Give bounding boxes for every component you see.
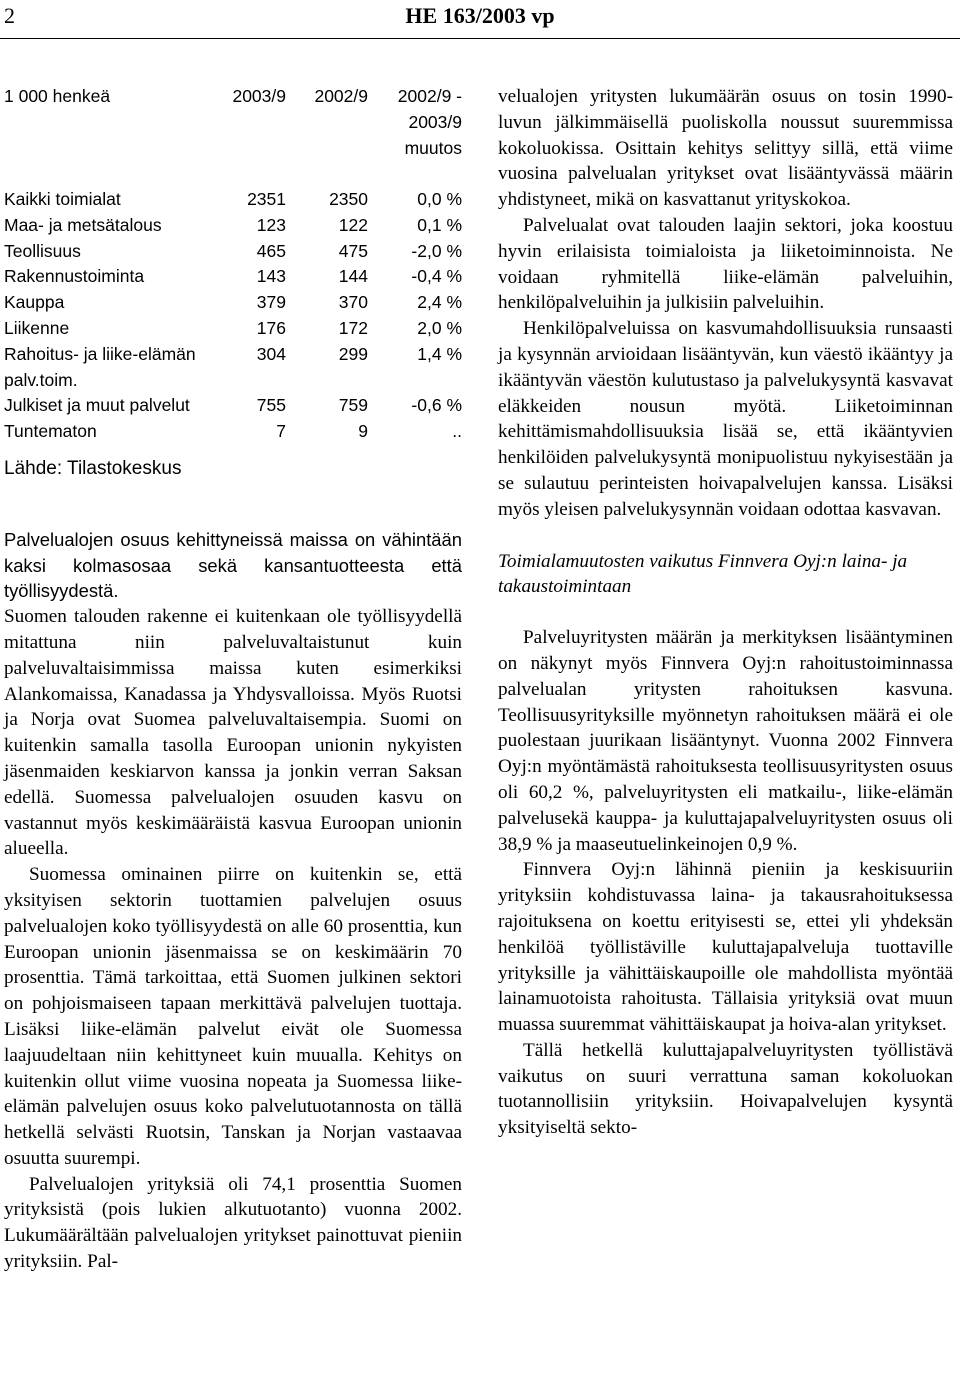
- row-change: -2,0 %: [411, 240, 462, 261]
- column-header-2002: 2002/9: [314, 86, 368, 106]
- row-name: Liikenne: [4, 317, 70, 338]
- row-name: Kauppa: [4, 292, 65, 313]
- row-change: 2,0 %: [417, 317, 462, 338]
- row-value-2002: 759: [338, 395, 368, 416]
- row-value-2003: 465: [256, 240, 286, 261]
- table-header-row: [4, 84, 462, 187]
- row-value-2003: 7: [276, 421, 286, 442]
- row-value-2003: 304: [256, 343, 286, 364]
- row-name: Rahoitus- ja liike-elämän palv.toim.: [4, 343, 196, 390]
- table-row: [4, 239, 462, 265]
- row-change: ..: [452, 421, 462, 442]
- body-paragraph: Suomessa ominainen piirre on kuitenkin se, että yksityisen sektorin tuottamien palvelujen osuus palvelualojen koko työllisyydestä on alle 60 prosenttia, kun Euroopan unionin jäsenmaissa se on keskimäärin 70 prosenttia. Tämä tarkoittaa, että Suomen julkinen sektori on pohjoismaiseen tapaan merkittävä palvelujen tuottaja. Lisäksi liike-elämän palvelut eivät ole Suomessa laajuudeltaan niin kehittyneet kuin muualla. Kehitys on kuitenkin ollut viime vuosina nopeata ja Suomessa liike-elämän palvelujen osuus koko palvelutuotannosta on tällä hetkellä selvästi Ruotsin, Tanskan ja Norjan vastaavaa osuutta suurempi.: [4, 864, 462, 1169]
- row-value-2003: 755: [256, 395, 286, 416]
- page-number: 2: [4, 3, 15, 28]
- row-change: -0,6 %: [411, 395, 462, 416]
- table-source: Lähde: Tilastokeskus: [4, 457, 182, 479]
- header-rule: [0, 38, 960, 39]
- left-paragraphs: [4, 604, 462, 1275]
- left-column: [4, 84, 462, 1275]
- row-value-2002: 2350: [329, 189, 368, 209]
- right-column: [498, 84, 953, 1141]
- row-value-2002: 172: [338, 317, 368, 338]
- table-row: [4, 342, 462, 394]
- body-paragraph: Palveluyritysten määrän ja merkityksen lisääntyminen on näkynyt myös Finnvera Oyj:n rahoitustoiminnassa palvelualan yritysten rahoituksen kasvuna. Teollisuusyrityksille myönnetyn rahoituksen määrä ei ole puolestaan juurikaan lisääntynyt. Vuonna 2002 Finnvera Oyj:n myöntämästä rahoituksesta teollisuusyritysten osuus oli 60,2 %, palveluyritysten eli matkailu-, liike-elämän palvelusekä kauppa- ja kuluttajapalveluyritysten osuus oli 38,9 % ja maaseutuelinkeinojen 0,9 %.: [498, 627, 953, 855]
- row-value-2003: 379: [256, 292, 286, 313]
- row-name: Teollisuus: [4, 240, 81, 261]
- row-name: Tuntematon: [4, 421, 97, 442]
- row-value-2002: 144: [338, 266, 368, 287]
- row-change: 0,0 %: [417, 189, 462, 209]
- row-value-2002: 475: [338, 240, 368, 261]
- table-row: [4, 393, 462, 419]
- table-row: [4, 264, 462, 290]
- row-value-2002: 122: [338, 214, 368, 235]
- table-row: [4, 187, 462, 213]
- document-id: HE 163/2003 vp: [405, 3, 555, 28]
- table-row: [4, 316, 462, 342]
- row-name: Rakennustoiminta: [4, 266, 145, 287]
- table-body: [4, 187, 462, 445]
- right-paragraphs-bottom: [498, 625, 953, 1141]
- body-paragraph: Henkilöpalveluissa on kasvumahdollisuuksia runsaasti ja kysynnän arvioidaan lisääntyvän, kun väestö ikääntyy ja ikääntyvän väestön kulutustaso ja palvelukysyntä kasvavat eläkkeiden nousun myötä. Liiketoiminnan kehittämismahdollisuuksia lisää se, että ikääntyvien henkilöiden palvelukysyntä monipuolistuu nykyisestään ja se sulautuu perinteisten hoivapalvelujen kanssa. Lisäksi myös yleisen palvelukysynnän voidaan odottaa kasvavan.: [498, 318, 953, 520]
- row-value-2002: 370: [338, 292, 368, 313]
- employment-table: [4, 84, 462, 445]
- row-name: Kaikki toimialat: [4, 189, 121, 209]
- table-row: [4, 419, 462, 445]
- intro-paragraph: Palvelualojen osuus kehittyneissä maissa on vähintään kaksi kolmasosaa sekä kansantuotteesta että työllisyydestä.: [4, 528, 462, 602]
- row-change: 2,4 %: [417, 292, 462, 313]
- row-value-2003: 143: [256, 266, 286, 287]
- body-paragraph: Suomen talouden rakenne ei kuitenkaan ole työllisyydellä mitattuna niin palveluvaltaistunut kuin palveluvaltaisimmissa maissa kuten esimerkiksi Alankomaissa, Kanadassa ja Yhdysvalloissa. Myös Ruotsi ja Norja ovat Suomea palveluvaltaisempia. Suomi on kuitenkin samalla tasolla Euroopan unionin nykyisten jäsenmaiden keskiarvon kanssa ja jonkin verran Saksan edellä. Suomessa palvelualojen osuuden kasvu on vastannut myös keskimääräistä kasvua Euroopan unionin alueella.: [4, 606, 462, 860]
- body-paragraph: Palvelualojen yrityksiä oli 74,1 prosenttia Suomen yrityksistä (pois lukien alkutuotanto) vuonna 2002. Lukumäärältään palvelualojen yritykset painottuvat pieniin yrityksiin. Pal-: [4, 1173, 462, 1273]
- table-row: [4, 213, 462, 239]
- column-header-change: 2002/9 - 2003/9 muutos: [397, 86, 462, 158]
- section-subheading: Toimialamuutosten vaikutus Finnvera Oyj:n laina- ja takaustoimintaan: [498, 550, 908, 598]
- right-paragraphs-top: [498, 84, 953, 523]
- row-value-2003: 176: [256, 317, 286, 338]
- table-row: [4, 290, 462, 316]
- row-value-2003: 2351: [247, 189, 286, 209]
- row-name: Maa- ja metsätalous: [4, 214, 162, 235]
- row-change: 1,4 %: [417, 343, 462, 364]
- row-value-2002: 299: [338, 343, 368, 364]
- row-name: Julkiset ja muut palvelut: [4, 395, 190, 416]
- row-change: -0,4 %: [411, 266, 462, 287]
- row-value-2002: 9: [358, 421, 368, 442]
- column-header-2003: 2003/9: [232, 86, 286, 106]
- body-paragraph: Palvelualat ovat talouden laajin sektori, joka koostuu hyvin erilaisista toimialoista ja liiketoiminnoista. Ne voidaan ryhmitellä liike-elämän palveluihin, henkilöpalveluihin ja julkisiin palveluihin.: [498, 214, 953, 314]
- body-paragraph: velualojen yritysten lukumäärän osuus on tosin 1990-luvun jälkimmäisellä puoliskolla noussut suuremmissa kokoluokissa. Osittain kehitys selittyy sillä, että viime vuosina palvelualan yritykset ovat lisääntyvässä määrin yhdistyneet, mikä on kasvattanut yrityskokoa.: [498, 86, 953, 211]
- body-paragraph: Tällä hetkellä kuluttajapalveluyritysten työllistävä vaikutus on suuri verrattuna saman kokoluokan tuotannollisiin yrityksiin. Hoivapalvelujen kysyntä yksityiseltä sekto-: [498, 1039, 953, 1139]
- row-value-2003: 123: [256, 214, 286, 235]
- row-change: 0,1 %: [417, 214, 462, 235]
- column-header-unit: 1 000 henkeä: [4, 86, 111, 106]
- body-paragraph: Finnvera Oyj:n lähinnä pieniin ja keskisuuriin yrityksiin kohdistuvassa laina- ja takausrahoituksessa rajoituksena on koettu erityisesti se, ettei yli yhdeksän henkilöä työllistäville kuluttajapalveluja tuottaville yrityksille ja vähittäiskaupoille ole mahdollista myöntää lainamuotoista rahoitusta. Tällaisia yrityksiä ovat muun muassa suuremmat vähittäiskaupat ja hoiva-alan yritykset.: [498, 859, 953, 1036]
